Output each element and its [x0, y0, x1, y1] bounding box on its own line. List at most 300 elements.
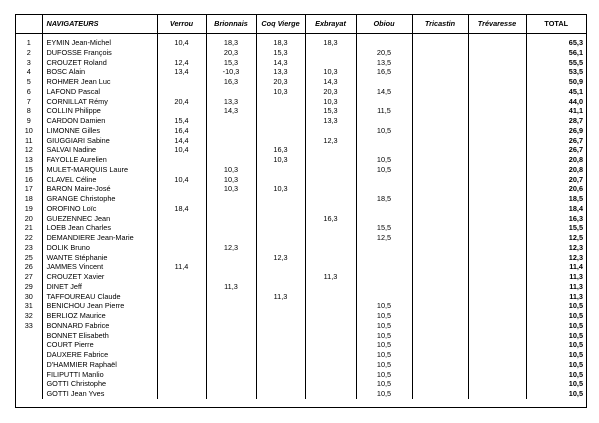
obiou-score-cell: 10,5 — [356, 321, 412, 331]
obiou-score-cell — [356, 77, 412, 87]
tricastin-score-cell — [412, 194, 468, 204]
tricastin-score-cell — [412, 116, 468, 126]
tricastin-score-cell — [412, 58, 468, 68]
total-score-cell: 26,7 — [526, 145, 586, 155]
tricastin-score-cell — [412, 145, 468, 155]
coq-vierge-score-cell — [256, 379, 305, 389]
tricastin-score-cell — [412, 126, 468, 136]
trevaresse-score-cell — [468, 87, 526, 97]
trevaresse-score-cell — [468, 389, 526, 399]
trevaresse-score-cell — [468, 253, 526, 263]
table-row — [16, 67, 586, 77]
brionnais-score-cell — [206, 379, 256, 389]
total-score-cell: 11,3 — [526, 292, 586, 302]
rank-cell: 1 — [26, 38, 31, 47]
brionnais-score-cell: 15,3 — [206, 58, 256, 68]
total-score-cell: 10,5 — [526, 360, 586, 370]
tricastin-score-cell — [412, 136, 468, 146]
tricastin-score-cell — [412, 340, 468, 350]
exbrayat-score-cell — [305, 223, 356, 233]
total-score-cell: 10,5 — [526, 321, 586, 331]
tricastin-score-cell — [412, 350, 468, 360]
header-verrou: Verrou — [157, 15, 206, 34]
trevaresse-score-cell — [468, 223, 526, 233]
total-score-cell: 41,1 — [526, 106, 586, 116]
trevaresse-score-cell — [468, 311, 526, 321]
table-row — [16, 106, 586, 116]
trevaresse-score-cell — [468, 243, 526, 253]
exbrayat-score-cell — [305, 370, 356, 380]
navigator-name-cell: GUEZENNEC Jean — [42, 214, 157, 224]
verrou-score-cell: 15,4 — [157, 116, 206, 126]
verrou-score-cell: 10,4 — [157, 145, 206, 155]
obiou-score-cell: 18,5 — [356, 194, 412, 204]
table-row — [16, 370, 586, 380]
obiou-score-cell — [356, 253, 412, 263]
total-score-cell: 44,0 — [526, 97, 586, 107]
table-row — [16, 253, 586, 263]
brionnais-score-cell — [206, 350, 256, 360]
rank-cell: 33 — [24, 320, 33, 330]
navigator-name-cell: GIUGGIARI Sabine — [42, 136, 157, 146]
rank-cell — [16, 350, 42, 360]
coq-vierge-score-cell: 15,3 — [256, 48, 305, 58]
tricastin-score-cell — [412, 292, 468, 302]
trevaresse-score-cell — [468, 321, 526, 331]
rank-cell: 21 — [24, 223, 33, 233]
navigator-name-cell: LAFOND Pascal — [42, 87, 157, 97]
brionnais-score-cell — [206, 262, 256, 272]
tricastin-score-cell — [412, 360, 468, 370]
navigator-name-cell: GOTTI Jean Yves — [42, 389, 157, 399]
exbrayat-score-cell — [305, 311, 356, 321]
navigator-name-cell: COLLIN Philippe — [42, 106, 157, 116]
tricastin-score-cell — [412, 301, 468, 311]
table-row — [16, 321, 586, 331]
coq-vierge-score-cell — [256, 282, 305, 292]
obiou-score-cell — [356, 97, 412, 107]
obiou-score-cell: 13,5 — [356, 58, 412, 68]
brionnais-score-cell — [206, 204, 256, 214]
trevaresse-score-cell — [468, 292, 526, 302]
navigator-name-cell: BENICHOU Jean Pierre — [42, 301, 157, 311]
verrou-score-cell — [157, 106, 206, 116]
obiou-score-cell — [356, 116, 412, 126]
brionnais-score-cell — [206, 233, 256, 243]
rank-cell: 6 — [26, 86, 31, 96]
coq-vierge-score-cell: 16,3 — [256, 145, 305, 155]
navigator-name-cell: CLAVEL Céline — [42, 175, 157, 185]
obiou-score-cell — [356, 34, 412, 48]
tricastin-score-cell — [412, 67, 468, 77]
trevaresse-score-cell — [468, 340, 526, 350]
coq-vierge-score-cell: 10,3 — [256, 87, 305, 97]
coq-vierge-score-cell: 14,3 — [256, 58, 305, 68]
brionnais-score-cell: 10,3 — [206, 165, 256, 175]
table-row — [16, 155, 586, 165]
trevaresse-score-cell — [468, 331, 526, 341]
exbrayat-score-cell: 16,3 — [305, 214, 356, 224]
obiou-score-cell: 10,5 — [356, 379, 412, 389]
rank-cell: 20 — [24, 213, 33, 223]
navigator-name-cell: D'HAMMIER Raphaël — [42, 360, 157, 370]
brionnais-score-cell — [206, 223, 256, 233]
rank-cell — [16, 370, 42, 380]
navigator-name-cell: BOSC Alain — [42, 67, 157, 77]
table-row — [16, 136, 586, 146]
brionnais-score-cell: 12,3 — [206, 243, 256, 253]
obiou-score-cell — [356, 204, 412, 214]
verrou-score-cell — [157, 253, 206, 263]
exbrayat-score-cell: 10,3 — [305, 67, 356, 77]
tricastin-score-cell — [412, 214, 468, 224]
coq-vierge-score-cell: 20,3 — [256, 77, 305, 87]
brionnais-score-cell: 16,3 — [206, 77, 256, 87]
header-tricastin: Tricastin — [412, 15, 468, 34]
total-score-cell: 10,5 — [526, 331, 586, 341]
exbrayat-score-cell — [305, 165, 356, 175]
table-row — [16, 301, 586, 311]
rank-cell: 30 — [24, 291, 33, 301]
exbrayat-score-cell: 11,3 — [305, 272, 356, 282]
table-row — [16, 184, 586, 194]
rank-cell: 7 — [26, 96, 31, 106]
total-score-cell: 20,8 — [526, 155, 586, 165]
brionnais-score-cell: 13,3 — [206, 97, 256, 107]
navigator-name-cell: DINET Jeff — [42, 282, 157, 292]
total-score-cell: 10,5 — [526, 311, 586, 321]
obiou-score-cell: 14,5 — [356, 87, 412, 97]
total-score-cell: 12,3 — [526, 253, 586, 263]
coq-vierge-score-cell — [256, 262, 305, 272]
verrou-score-cell — [157, 350, 206, 360]
navigator-name-cell: LOEB Jean Charles — [42, 223, 157, 233]
obiou-score-cell — [356, 214, 412, 224]
coq-vierge-score-cell — [256, 331, 305, 341]
table-row — [16, 340, 586, 350]
trevaresse-score-cell — [468, 370, 526, 380]
navigator-name-cell: DAUXERE Fabrice — [42, 350, 157, 360]
coq-vierge-score-cell — [256, 340, 305, 350]
brionnais-score-cell: 10,3 — [206, 175, 256, 185]
verrou-score-cell — [157, 360, 206, 370]
exbrayat-score-cell: 14,3 — [305, 77, 356, 87]
exbrayat-score-cell — [305, 321, 356, 331]
navigator-name-cell: TAFFOUREAU Claude — [42, 292, 157, 302]
brionnais-score-cell: 11,3 — [206, 282, 256, 292]
brionnais-score-cell: -10,3 — [206, 67, 256, 77]
verrou-score-cell — [157, 243, 206, 253]
verrou-score-cell — [157, 272, 206, 282]
trevaresse-score-cell — [468, 34, 526, 48]
coq-vierge-score-cell — [256, 175, 305, 185]
total-score-cell: 10,5 — [526, 340, 586, 350]
obiou-score-cell: 10,5 — [356, 155, 412, 165]
obiou-score-cell: 10,5 — [356, 331, 412, 341]
obiou-score-cell — [356, 262, 412, 272]
brionnais-score-cell — [206, 194, 256, 204]
exbrayat-score-cell — [305, 175, 356, 185]
rank-cell: 10 — [24, 125, 33, 135]
rank-cell: 29 — [24, 281, 33, 291]
exbrayat-score-cell — [305, 331, 356, 341]
brionnais-score-cell: 20,3 — [206, 48, 256, 58]
total-score-cell: 18,4 — [526, 204, 586, 214]
coq-vierge-score-cell — [256, 370, 305, 380]
verrou-score-cell: 14,4 — [157, 136, 206, 146]
obiou-score-cell — [356, 175, 412, 185]
coq-vierge-score-cell — [256, 223, 305, 233]
exbrayat-score-cell — [305, 253, 356, 263]
verrou-score-cell: 16,4 — [157, 126, 206, 136]
rank-cell: 15 — [24, 164, 33, 174]
trevaresse-score-cell — [468, 360, 526, 370]
table-row — [16, 360, 586, 370]
trevaresse-score-cell — [468, 282, 526, 292]
coq-vierge-score-cell: 10,3 — [256, 184, 305, 194]
navigator-name-cell: COURT Pierre — [42, 340, 157, 350]
brionnais-score-cell — [206, 87, 256, 97]
tricastin-score-cell — [412, 87, 468, 97]
trevaresse-score-cell — [468, 301, 526, 311]
total-score-cell: 28,7 — [526, 116, 586, 126]
table-row — [16, 214, 586, 224]
verrou-score-cell: 10,4 — [157, 175, 206, 185]
trevaresse-score-cell — [468, 145, 526, 155]
obiou-score-cell: 10,5 — [356, 301, 412, 311]
verrou-score-cell — [157, 77, 206, 87]
coq-vierge-score-cell — [256, 97, 305, 107]
obiou-score-cell — [356, 184, 412, 194]
verrou-score-cell — [157, 214, 206, 224]
verrou-score-cell — [157, 292, 206, 302]
exbrayat-score-cell — [305, 340, 356, 350]
rank-cell — [16, 360, 42, 370]
total-score-cell: 50,9 — [526, 77, 586, 87]
trevaresse-score-cell — [468, 116, 526, 126]
navigator-name-cell: BONNARD Fabrice — [42, 321, 157, 331]
rank-cell: 11 — [24, 135, 33, 145]
total-score-cell: 55,5 — [526, 58, 586, 68]
exbrayat-score-cell: 13,3 — [305, 116, 356, 126]
trevaresse-score-cell — [468, 204, 526, 214]
trevaresse-score-cell — [468, 155, 526, 165]
table-row — [16, 262, 586, 272]
rank-cell: 9 — [26, 116, 31, 125]
obiou-score-cell — [356, 136, 412, 146]
tricastin-score-cell — [412, 48, 468, 58]
total-score-cell: 11,4 — [526, 262, 586, 272]
brionnais-score-cell — [206, 136, 256, 146]
navigator-name-cell: DOLIK Bruno — [42, 243, 157, 253]
results-body — [16, 34, 586, 399]
rank-cell — [16, 389, 42, 399]
table-row — [16, 58, 586, 68]
navigator-name-cell: CROUZET Roland — [42, 58, 157, 68]
brionnais-score-cell — [206, 292, 256, 302]
total-score-cell: 10,5 — [526, 370, 586, 380]
total-score-cell: 20,6 — [526, 184, 586, 194]
brionnais-score-cell: 18,3 — [206, 34, 256, 48]
coq-vierge-score-cell — [256, 165, 305, 175]
rank-cell: 25 — [24, 252, 33, 262]
rank-cell: 23 — [24, 242, 33, 252]
exbrayat-score-cell — [305, 301, 356, 311]
navigator-name-cell: BARON Maire-José — [42, 184, 157, 194]
exbrayat-score-cell — [305, 58, 356, 68]
navigator-name-cell: WANTE Stéphanie — [42, 253, 157, 263]
header-brionnais: Brionnais — [206, 15, 256, 34]
trevaresse-score-cell — [468, 379, 526, 389]
trevaresse-score-cell — [468, 97, 526, 107]
table-row — [16, 145, 586, 155]
coq-vierge-score-cell — [256, 272, 305, 282]
navigator-name-cell: GRANGE Christophe — [42, 194, 157, 204]
brionnais-score-cell — [206, 311, 256, 321]
tricastin-score-cell — [412, 184, 468, 194]
rank-cell: 3 — [26, 57, 31, 67]
obiou-score-cell: 16,5 — [356, 67, 412, 77]
rank-cell: 22 — [24, 233, 33, 242]
tricastin-score-cell — [412, 204, 468, 214]
total-score-cell: 20,7 — [526, 175, 586, 185]
tricastin-score-cell — [412, 223, 468, 233]
trevaresse-score-cell — [468, 58, 526, 68]
total-score-cell: 10,5 — [526, 389, 586, 399]
coq-vierge-score-cell — [256, 350, 305, 360]
exbrayat-score-cell — [305, 350, 356, 360]
verrou-score-cell: 20,4 — [157, 97, 206, 107]
verrou-score-cell — [157, 194, 206, 204]
trevaresse-score-cell — [468, 106, 526, 116]
brionnais-score-cell: 10,3 — [206, 184, 256, 194]
exbrayat-score-cell — [305, 282, 356, 292]
verrou-score-cell — [157, 223, 206, 233]
exbrayat-score-cell — [305, 292, 356, 302]
obiou-score-cell: 10,5 — [356, 340, 412, 350]
obiou-score-cell: 10,5 — [356, 350, 412, 360]
brionnais-score-cell: 14,3 — [206, 106, 256, 116]
tricastin-score-cell — [412, 370, 468, 380]
exbrayat-score-cell: 12,3 — [305, 136, 356, 146]
tricastin-score-cell — [412, 272, 468, 282]
verrou-score-cell — [157, 331, 206, 341]
table-row — [16, 165, 586, 175]
coq-vierge-score-cell — [256, 136, 305, 146]
obiou-score-cell: 20,5 — [356, 48, 412, 58]
tricastin-score-cell — [412, 379, 468, 389]
navigator-name-cell: MULET-MARQUIS Laure — [42, 165, 157, 175]
obiou-score-cell: 10,5 — [356, 165, 412, 175]
tricastin-score-cell — [412, 155, 468, 165]
coq-vierge-score-cell — [256, 301, 305, 311]
total-score-cell: 15,5 — [526, 223, 586, 233]
trevaresse-score-cell — [468, 165, 526, 175]
trevaresse-score-cell — [468, 233, 526, 243]
navigator-name-cell: CARDON Damien — [42, 116, 157, 126]
exbrayat-score-cell — [305, 48, 356, 58]
exbrayat-score-cell: 18,3 — [305, 34, 356, 48]
rank-cell: 27 — [24, 272, 33, 281]
navigator-name-cell: OROFINO Loïc — [42, 204, 157, 214]
exbrayat-score-cell — [305, 155, 356, 165]
navigator-name-cell: SALVAI Nadine — [42, 145, 157, 155]
navigator-name-cell: BERLIOZ Maurice — [42, 311, 157, 321]
trevaresse-score-cell — [468, 175, 526, 185]
results-table — [16, 15, 586, 399]
rank-cell: 26 — [24, 262, 33, 272]
obiou-score-cell: 10,5 — [356, 360, 412, 370]
tricastin-score-cell — [412, 243, 468, 253]
coq-vierge-score-cell — [256, 116, 305, 126]
verrou-score-cell — [157, 87, 206, 97]
brionnais-score-cell — [206, 331, 256, 341]
table-row — [16, 311, 586, 321]
exbrayat-score-cell: 20,3 — [305, 87, 356, 97]
total-score-cell: 11,3 — [526, 282, 586, 292]
rank-cell — [16, 340, 42, 350]
coq-vierge-score-cell — [256, 243, 305, 253]
total-score-cell: 12,5 — [526, 233, 586, 243]
coq-vierge-score-cell: 18,3 — [256, 34, 305, 48]
coq-vierge-score-cell — [256, 194, 305, 204]
brionnais-score-cell — [206, 253, 256, 263]
coq-vierge-score-cell — [256, 389, 305, 399]
header-exbrayat: Exbrayat — [305, 15, 356, 34]
obiou-score-cell: 10,5 — [356, 126, 412, 136]
trevaresse-score-cell — [468, 77, 526, 87]
brionnais-score-cell — [206, 321, 256, 331]
navigator-name-cell: JAMMES Vincent — [42, 262, 157, 272]
total-score-cell: 10,5 — [526, 350, 586, 360]
trevaresse-score-cell — [468, 214, 526, 224]
rank-cell — [16, 379, 42, 389]
tricastin-score-cell — [412, 389, 468, 399]
total-score-cell: 65,3 — [526, 34, 586, 48]
navigator-name-cell: EYMIN Jean-Michel — [42, 34, 157, 48]
verrou-score-cell: 13,4 — [157, 67, 206, 77]
rank-cell: 2 — [26, 47, 31, 57]
obiou-score-cell: 15,5 — [356, 223, 412, 233]
brionnais-score-cell — [206, 389, 256, 399]
navigator-name-cell: LIMONNE Gilles — [42, 126, 157, 136]
verrou-score-cell — [157, 321, 206, 331]
brionnais-score-cell — [206, 340, 256, 350]
navigator-name-cell: CROUZET Xavier — [42, 272, 157, 282]
tricastin-score-cell — [412, 331, 468, 341]
obiou-score-cell — [356, 243, 412, 253]
total-score-cell: 53,5 — [526, 67, 586, 77]
verrou-score-cell — [157, 155, 206, 165]
tricastin-score-cell — [412, 175, 468, 185]
table-row — [16, 223, 586, 233]
table-row — [16, 379, 586, 389]
tricastin-score-cell — [412, 253, 468, 263]
rank-cell: 32 — [24, 311, 33, 320]
exbrayat-score-cell — [305, 145, 356, 155]
brionnais-score-cell — [206, 301, 256, 311]
exbrayat-score-cell — [305, 360, 356, 370]
verrou-score-cell — [157, 282, 206, 292]
exbrayat-score-cell — [305, 379, 356, 389]
header-total: TOTAL — [526, 15, 586, 34]
total-score-cell: 56,1 — [526, 48, 586, 58]
brionnais-score-cell — [206, 116, 256, 126]
total-score-cell: 16,3 — [526, 214, 586, 224]
table-row — [16, 292, 586, 302]
obiou-score-cell: 10,5 — [356, 311, 412, 321]
tricastin-score-cell — [412, 97, 468, 107]
